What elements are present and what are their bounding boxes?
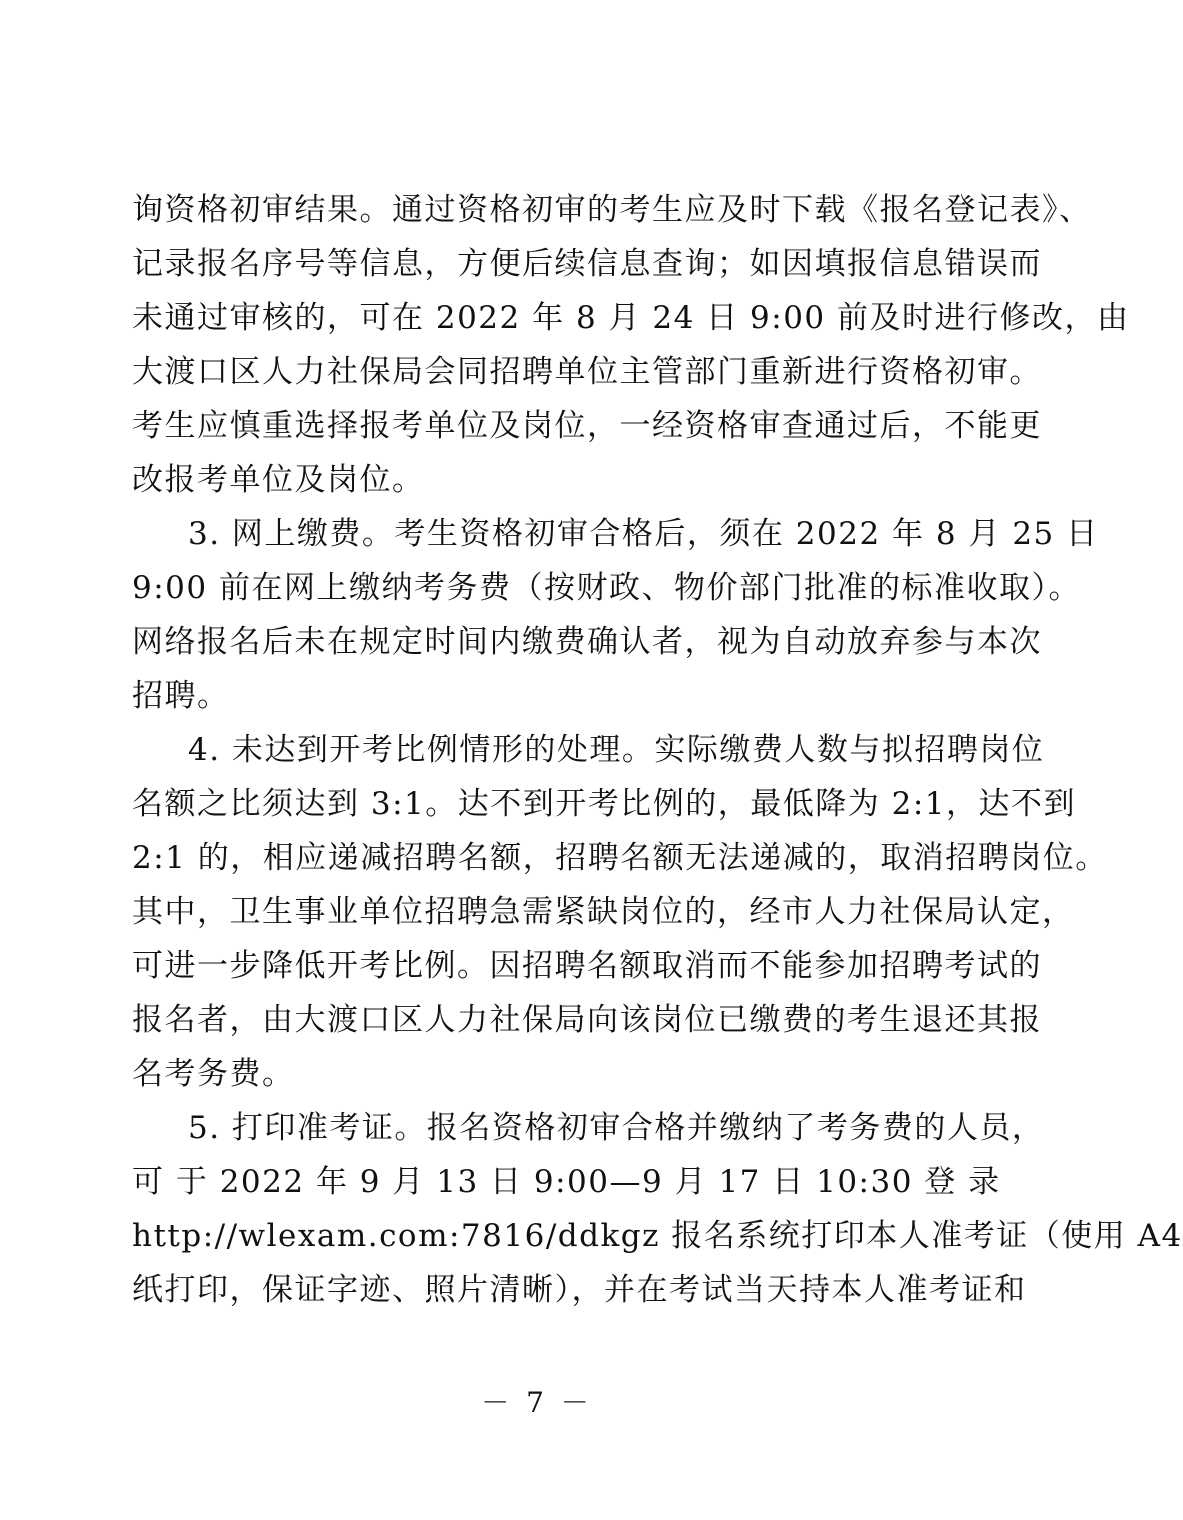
text-line: 9:00 前在网上缴纳考务费（按财政、物价部门批准的标准收取）。 <box>132 570 1081 606</box>
text-line: 大渡口区人力社保局会同招聘单位主管部门重新进行资格初审。 <box>132 354 1042 390</box>
text-line: 记录报名序号等信息，方便后续信息查询；如因填报信息错误而 <box>132 246 1042 282</box>
text-line: 未通过审核的，可在 2022 年 8 月 24 日 9:00 前及时进行修改，由 <box>132 300 1130 336</box>
text-line: 招聘。 <box>132 678 230 714</box>
text-line: 2:1 的，相应递减招聘名额，招聘名额无法递减的，取消招聘岗位。 <box>132 840 1108 876</box>
page-number: － 7 － <box>481 1386 593 1419</box>
text-line: 询资格初审结果。通过资格初审的考生应及时下载《报名登记表》、 <box>132 192 1092 228</box>
paragraph-start-line: 3. 网上缴费。考生资格初审合格后，须在 2022 年 8 月 25 日 <box>188 516 1099 552</box>
text-line: 考生应慎重选择报考单位及岗位，一经资格审查通过后，不能更 <box>132 408 1042 444</box>
text-line: 报名者，由大渡口区人力社保局向该岗位已缴费的考生退还其报 <box>132 1002 1042 1038</box>
text-line: 可进一步降低开考比例。因招聘名额取消而不能参加招聘考试的 <box>132 948 1042 984</box>
text-line: 名额之比须达到 3:1。达不到开考比例的，最低降为 2:1，达不到 <box>132 786 1076 822</box>
paragraph-start-line: 5. 打印准考证。报名资格初审合格并缴纳了考务费的人员， <box>188 1110 1045 1146</box>
paragraph-start-line: 4. 未达到开考比例情形的处理。实际缴费人数与拟招聘岗位 <box>188 732 1045 768</box>
text-line: 其中，卫生事业单位招聘急需紧缺岗位的，经市人力社保局认定， <box>132 894 1075 930</box>
text-line: 网络报名后未在规定时间内缴费确认者，视为自动放弃参与本次 <box>132 624 1042 660</box>
text-line: http://wlexam.com:7816/ddkgz 报名系统打印本人准考证（使用 A4 <box>132 1218 1183 1254</box>
text-line: 可 于 2022 年 9 月 13 日 9:00—9 月 17 日 10:30 登 录 <box>132 1164 1001 1200</box>
text-line: 名考务费。 <box>132 1056 295 1092</box>
text-line: 改报考单位及岗位。 <box>132 462 425 498</box>
text-line: 纸打印，保证字迹、照片清晰），并在考试当天持本人准考证和 <box>132 1272 1027 1308</box>
